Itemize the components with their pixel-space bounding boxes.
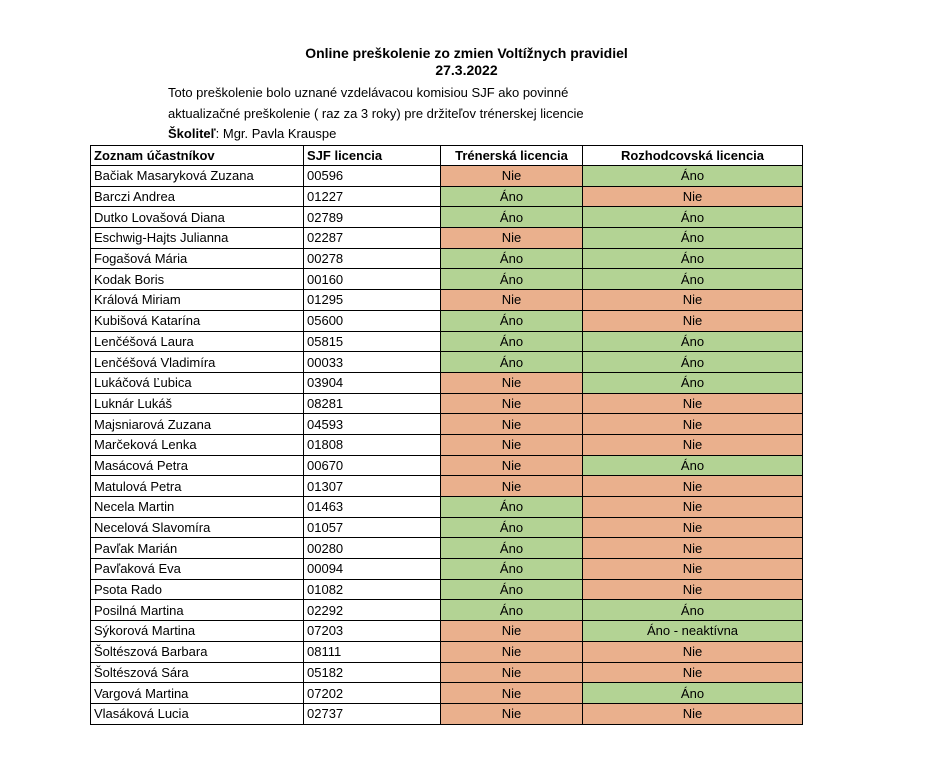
participant-name-cell: Lenčéšová Laura: [91, 331, 304, 352]
trainer-license-cell: Nie: [441, 703, 583, 724]
sjf-license-cell: 08111: [304, 641, 441, 662]
participant-name-cell: Pavľak Marián: [91, 538, 304, 559]
table-row: [91, 434, 803, 455]
trainer-license-cell: Nie: [441, 434, 583, 455]
table-row: [91, 683, 803, 704]
table-row: [91, 559, 803, 580]
participant-name-cell: Fogašová Mária: [91, 248, 304, 269]
judge-license-cell: Áno: [583, 352, 803, 373]
column-header-sjf-license: SJF licencia: [304, 146, 441, 166]
sjf-license-cell: 00278: [304, 248, 441, 269]
sjf-license-cell: 00280: [304, 538, 441, 559]
table-header-row: [91, 146, 803, 166]
column-header-judge-license: Rozhodcovská licencia: [583, 146, 803, 166]
judge-license-cell: Áno - neaktívna: [583, 621, 803, 642]
participant-name-cell: Luknár Lukáš: [91, 393, 304, 414]
table-row: [91, 517, 803, 538]
table-row: [91, 331, 803, 352]
trainer-license-cell: Áno: [441, 331, 583, 352]
table-row: [91, 248, 803, 269]
trainer-license-cell: Nie: [441, 476, 583, 497]
sjf-license-cell: 05600: [304, 310, 441, 331]
judge-license-cell: Nie: [583, 290, 803, 311]
trainer-license-cell: Nie: [441, 166, 583, 187]
table-row: [91, 414, 803, 435]
sjf-license-cell: 04593: [304, 414, 441, 435]
trainer-license-cell: Áno: [441, 600, 583, 621]
sjf-license-cell: 00670: [304, 455, 441, 476]
participant-name-cell: Lenčéšová Vladimíra: [91, 352, 304, 373]
judge-license-cell: Nie: [583, 703, 803, 724]
trainer-license-cell: Nie: [441, 662, 583, 683]
judge-license-cell: Nie: [583, 517, 803, 538]
judge-license-cell: Áno: [583, 248, 803, 269]
trainer-license-cell: Nie: [441, 641, 583, 662]
trainer-license-cell: Áno: [441, 579, 583, 600]
trainer-license-cell: Áno: [441, 538, 583, 559]
trainer-license-cell: Nie: [441, 290, 583, 311]
trainer-license-cell: Nie: [441, 455, 583, 476]
sjf-license-cell: 02292: [304, 600, 441, 621]
participant-name-cell: Králová Miriam: [91, 290, 304, 311]
table-row: [91, 621, 803, 642]
participant-name-cell: Necelová Slavomíra: [91, 517, 304, 538]
trainer-line: [168, 126, 336, 142]
participant-name-cell: Sýkorová Martina: [91, 621, 304, 642]
trainer-license-cell: Áno: [441, 207, 583, 228]
sjf-license-cell: 01082: [304, 579, 441, 600]
participant-name-cell: Lukáčová Ľubica: [91, 372, 304, 393]
participant-name-cell: Posilná Martina: [91, 600, 304, 621]
participant-name-cell: Barczi Andrea: [91, 186, 304, 207]
intro-line-1: Toto preškolenie bolo uznané vzdelávacou komisiou SJF ako povinné: [168, 85, 569, 100]
table-row: [91, 290, 803, 311]
table-row: [91, 269, 803, 290]
judge-license-cell: Áno: [583, 269, 803, 290]
trainer-license-cell: Áno: [441, 517, 583, 538]
intro-line-2: aktualizačné preškolenie ( raz za 3 roky) pre držiteľov trénerskej licencie: [168, 106, 584, 121]
sjf-license-cell: 02287: [304, 228, 441, 249]
sjf-license-cell: 02737: [304, 703, 441, 724]
trainer-label: Školiteľ: [168, 126, 216, 141]
trainer-license-cell: Áno: [441, 497, 583, 518]
sjf-license-cell: 03904: [304, 372, 441, 393]
table-row: [91, 662, 803, 683]
judge-license-cell: Nie: [583, 476, 803, 497]
participant-name-cell: Vargová Martina: [91, 683, 304, 704]
judge-license-cell: Nie: [583, 538, 803, 559]
table-body: [91, 166, 803, 725]
participant-name-cell: Kodak Boris: [91, 269, 304, 290]
participant-name-cell: Psota Rado: [91, 579, 304, 600]
table-row: [91, 476, 803, 497]
judge-license-cell: Nie: [583, 559, 803, 580]
document-date: 27.3.2022: [435, 62, 498, 78]
trainer-license-cell: Nie: [441, 683, 583, 704]
sjf-license-cell: 00596: [304, 166, 441, 187]
table-row: [91, 455, 803, 476]
trainer-license-cell: Áno: [441, 559, 583, 580]
judge-license-cell: Áno: [583, 683, 803, 704]
table-row: [91, 579, 803, 600]
table-row: [91, 186, 803, 207]
participant-name-cell: Dutko Lovašová Diana: [91, 207, 304, 228]
trainer-license-cell: Nie: [441, 621, 583, 642]
sjf-license-cell: 08281: [304, 393, 441, 414]
judge-license-cell: Nie: [583, 414, 803, 435]
sjf-license-cell: 01295: [304, 290, 441, 311]
judge-license-cell: Nie: [583, 393, 803, 414]
trainer-license-cell: Áno: [441, 352, 583, 373]
sjf-license-cell: 02789: [304, 207, 441, 228]
trainer-license-cell: Áno: [441, 186, 583, 207]
judge-license-cell: Nie: [583, 434, 803, 455]
trainer-license-cell: Áno: [441, 310, 583, 331]
table-row: [91, 207, 803, 228]
table-row: [91, 166, 803, 187]
sjf-license-cell: 07203: [304, 621, 441, 642]
column-header-trainer-license: Trénerská licencia: [441, 146, 583, 166]
table-row: [91, 310, 803, 331]
judge-license-cell: Nie: [583, 186, 803, 207]
sjf-license-cell: 00033: [304, 352, 441, 373]
judge-license-cell: Áno: [583, 455, 803, 476]
judge-license-cell: Áno: [583, 372, 803, 393]
trainer-license-cell: Áno: [441, 269, 583, 290]
trainer-license-cell: Nie: [441, 372, 583, 393]
table-row: [91, 352, 803, 373]
table-row: [91, 372, 803, 393]
sjf-license-cell: 01227: [304, 186, 441, 207]
sjf-license-cell: 05182: [304, 662, 441, 683]
table-row: [91, 703, 803, 724]
participant-name-cell: Pavľaková Eva: [91, 559, 304, 580]
judge-license-cell: Áno: [583, 228, 803, 249]
trainer-license-cell: Nie: [441, 414, 583, 435]
column-header-participants: Zoznam účastníkov: [91, 146, 304, 166]
sjf-license-cell: 01808: [304, 434, 441, 455]
judge-license-cell: Nie: [583, 662, 803, 683]
sjf-license-cell: 01463: [304, 497, 441, 518]
judge-license-cell: Nie: [583, 579, 803, 600]
judge-license-cell: Áno: [583, 166, 803, 187]
sjf-license-cell: 05815: [304, 331, 441, 352]
trainer-license-cell: Áno: [441, 248, 583, 269]
trainer-license-cell: Nie: [441, 393, 583, 414]
table-row: [91, 497, 803, 518]
judge-license-cell: Áno: [583, 600, 803, 621]
participant-name-cell: Marčeková Lenka: [91, 434, 304, 455]
table-row: [91, 538, 803, 559]
participant-name-cell: Bačiak Masaryková Zuzana: [91, 166, 304, 187]
participant-name-cell: Kubišová Katarína: [91, 310, 304, 331]
participant-name-cell: Eschwig-Hajts Julianna: [91, 228, 304, 249]
participant-name-cell: Šoltészová Barbara: [91, 641, 304, 662]
judge-license-cell: Nie: [583, 641, 803, 662]
participants-table: [90, 145, 803, 725]
judge-license-cell: Áno: [583, 331, 803, 352]
judge-license-cell: Áno: [583, 207, 803, 228]
sjf-license-cell: 00160: [304, 269, 441, 290]
participant-name-cell: Masácová Petra: [91, 455, 304, 476]
table-row: [91, 641, 803, 662]
table-row: [91, 393, 803, 414]
participant-name-cell: Necela Martin: [91, 497, 304, 518]
judge-license-cell: Nie: [583, 497, 803, 518]
sjf-license-cell: 00094: [304, 559, 441, 580]
table-row: [91, 228, 803, 249]
participant-name-cell: Šoltészová Sára: [91, 662, 304, 683]
trainer-license-cell: Nie: [441, 228, 583, 249]
trainer-value: : Mgr. Pavla Krauspe: [215, 126, 337, 141]
sjf-license-cell: 07202: [304, 683, 441, 704]
participant-name-cell: Matulová Petra: [91, 476, 304, 497]
participant-name-cell: Vlasáková Lucia: [91, 703, 304, 724]
sjf-license-cell: 01307: [304, 476, 441, 497]
sjf-license-cell: 01057: [304, 517, 441, 538]
participant-name-cell: Majsniarová Zuzana: [91, 414, 304, 435]
document-title: Online preškolenie zo zmien Voltížnych pravidiel: [305, 45, 628, 61]
table-row: [91, 600, 803, 621]
judge-license-cell: Nie: [583, 310, 803, 331]
